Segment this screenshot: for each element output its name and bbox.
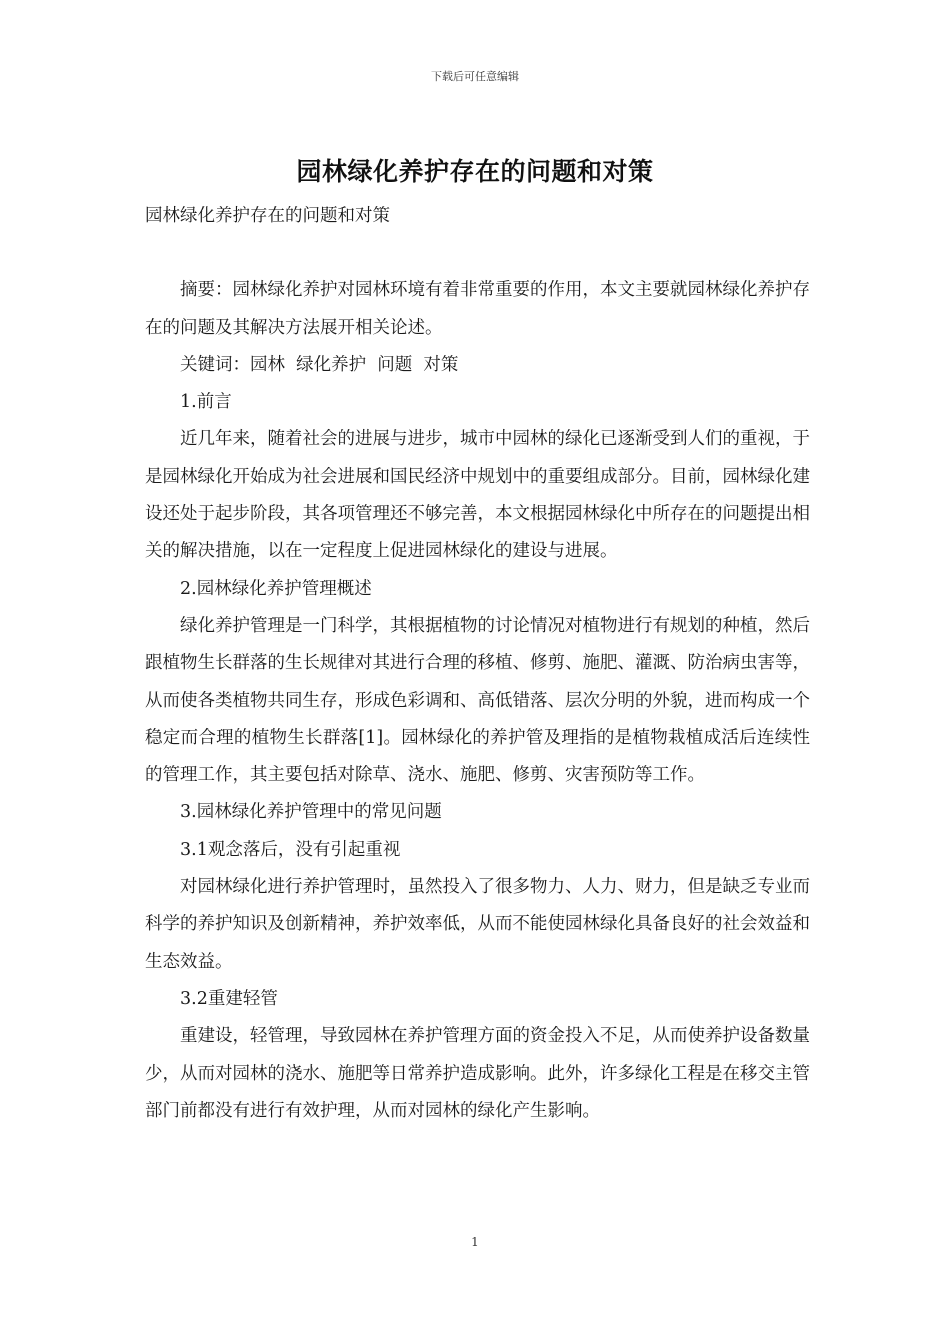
subsection-paragraph-3-2: 重建设，轻管理，导致园林在养护管理方面的资金投入不足，从而使养护设备数量少，从而对园林的浇水、施肥等日常养护造成影响。此外，许多绿化工程是在移交主管部门前都没有进行有效护理，从而对园林的绿化产生影响。 xyxy=(145,1026,810,1121)
subsection-paragraph-3-1: 对园林绿化进行养护管理时，虽然投入了很多物力、人力、财力，但是缺乏专业而科学的养护知识及创新精神，养护效率低，从而不能使园林绿化具备良好的社会效益和生态效益。 xyxy=(145,877,810,972)
document-title: 园林绿化养护存在的问题和对策 xyxy=(296,157,654,186)
subsection-heading-3-2: 3.2重建轻管 xyxy=(180,988,278,1009)
section-paragraph-1: 近几年来，随着社会的进展与进步，城市中园林的绿化已逐渐受到人们的重视，于是园林绿化开始成为社会进展和国民经济中规划中的重要组成部分。目前，园林绿化建设还处于起步阶段，其各项管理还不够完善，本文根据园林绿化中所存在的问题提出相关的解决措施，以在一定程度上促进园林绿化的建设与进展。 xyxy=(145,429,810,562)
blank-line xyxy=(145,235,810,272)
section-heading-3: 3.园林绿化养护管理中的常见问题 xyxy=(180,802,442,823)
page-number: 1 xyxy=(471,1235,479,1249)
header-note: 下载后可任意编辑 xyxy=(431,70,519,83)
section-heading-2: 2.园林绿化养护管理概述 xyxy=(180,578,372,599)
subsection-heading-3-1: 3.1观念落后，没有引起重视 xyxy=(180,839,401,860)
document-body xyxy=(145,198,810,1130)
section-paragraph-2: 绿化养护管理是一门科学，其根据植物的讨论情况对植物进行有规划的种植，然后跟植物生长群落的生长规律对其进行合理的移植、修剪、施肥、灌溉、防治病虫害等，从而使各类植物共同生存，形成色彩调和、高低错落、层次分明的外貌，进而构成一个稳定而合理的植物生长群落[1]。园林绿化的养护管及理指的是植物栽植成活后连续性的管理工作，其主要包括对除草、浇水、施肥、修剪、灾害预防等工作。 xyxy=(145,615,810,786)
section-heading-1: 1.前言 xyxy=(180,392,232,413)
abstract-paragraph: 摘要：园林绿化养护对园林环境有着非常重要的作用，本文主要就园林绿化养护存在的问题及其解决方法展开相关论述。 xyxy=(145,280,810,338)
keywords-line: 关键词：园林 绿化养护 问题 对策 xyxy=(180,354,459,375)
subtitle: 园林绿化养护存在的问题和对策 xyxy=(145,206,390,226)
